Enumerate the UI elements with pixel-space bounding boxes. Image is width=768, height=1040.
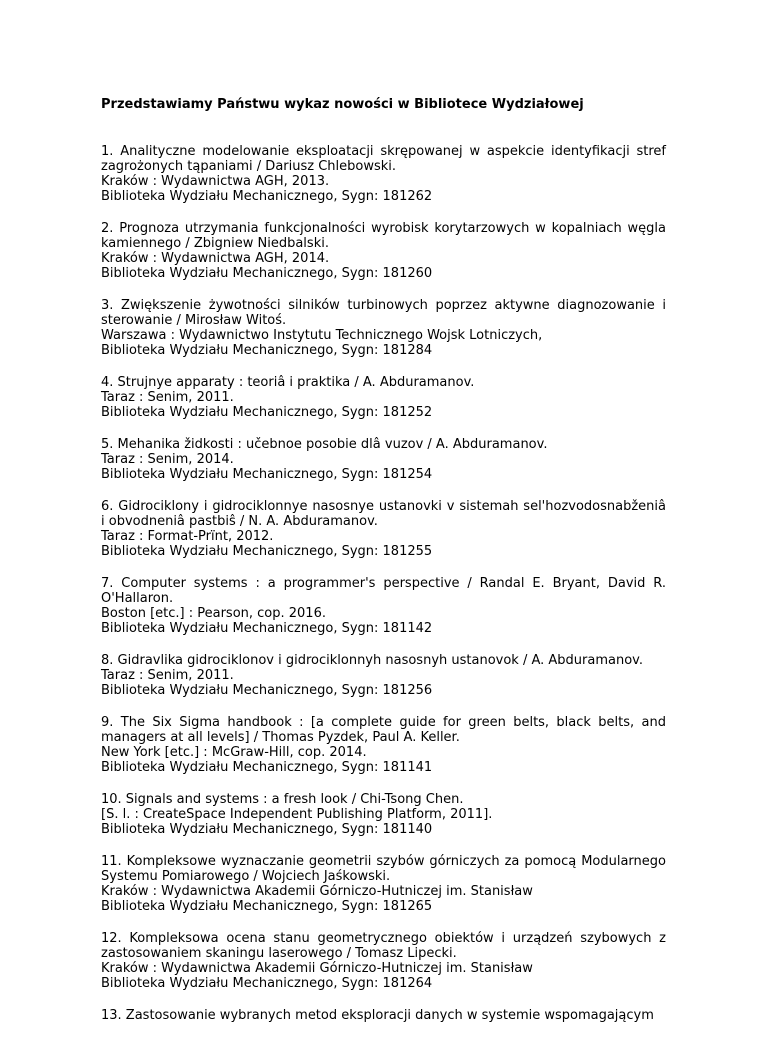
entry-publication: Taraz : Senim, 2014.	[101, 452, 234, 467]
entry-title: 7. Computer systems : a programmer's perspective / Randal E. Bryant, David R. O'Hallaron.	[101, 576, 666, 606]
list-item	[101, 298, 666, 358]
entry-publication: Kraków : Wydawnictwa Akademii Górniczo-Hutniczej im. Stanisław	[101, 961, 533, 976]
entry-location: Biblioteka Wydziału Mechanicznego, Sygn: 181265	[101, 899, 433, 914]
entry-title: 2. Prognoza utrzymania funkcjonalności wyrobisk korytarzowych w kopalniach węgla kamiennego / Zbigniew Niedbalski.	[101, 221, 666, 251]
entry-location: Biblioteka Wydziału Mechanicznego, Sygn: 181256	[101, 683, 433, 698]
entry-publication: [S. l. : CreateSpace Independent Publishing Platform, 2011].	[101, 807, 493, 822]
entry-location: Biblioteka Wydziału Mechanicznego, Sygn: 181252	[101, 405, 433, 420]
list-item	[101, 221, 666, 281]
list-item	[101, 499, 666, 559]
entry-title: 5. Mehanika židkosti : učebnoe posobie dlâ vuzov / A. Abduramanov.	[101, 437, 548, 452]
list-item	[101, 576, 666, 636]
entry-publication: Kraków : Wydawnictwa Akademii Górniczo-Hutniczej im. Stanisław	[101, 884, 533, 899]
entry-publication: Taraz : Senim, 2011.	[101, 668, 234, 683]
entry-publication: New York [etc.] : McGraw-Hill, cop. 2014.	[101, 745, 367, 760]
entry-title: 10. Signals and systems : a fresh look / Chi-Tsong Chen.	[101, 792, 464, 807]
entry-location: Biblioteka Wydziału Mechanicznego, Sygn: 181262	[101, 189, 433, 204]
entry-title: 9. The Six Sigma handbook : [a complete guide for green belts, black belts, and managers at all levels] / Thomas Pyzdek, Paul A. Keller.	[101, 715, 666, 745]
entry-location: Biblioteka Wydziału Mechanicznego, Sygn: 181260	[101, 266, 433, 281]
entry-location: Biblioteka Wydziału Mechanicznego, Sygn: 181264	[101, 976, 433, 991]
list-item	[101, 792, 666, 837]
entry-location: Biblioteka Wydziału Mechanicznego, Sygn: 181255	[101, 544, 433, 559]
list-item	[101, 715, 666, 775]
entry-publication: Kraków : Wydawnictwa AGH, 2013.	[101, 174, 330, 189]
entry-location: Biblioteka Wydziału Mechanicznego, Sygn: 181284	[101, 343, 433, 358]
list-item	[101, 437, 666, 482]
entry-location: Biblioteka Wydziału Mechanicznego, Sygn: 181140	[101, 822, 433, 837]
entry-location: Biblioteka Wydziału Mechanicznego, Sygn: 181254	[101, 467, 433, 482]
entry-title: 12. Kompleksowa ocena stanu geometrycznego obiektów i urządzeń szybowych z zastosowaniem skaningu laserowego / Tomasz Lipecki.	[101, 931, 666, 961]
page-heading: Przedstawiamy Państwu wykaz nowości w Bibliotece Wydziałowej	[101, 97, 584, 112]
entry-title: 13. Zastosowanie wybranych metod eksploracji danych w systemie wspomagającym	[101, 1008, 654, 1023]
entry-location: Biblioteka Wydziału Mechanicznego, Sygn: 181142	[101, 621, 433, 636]
entry-publication: Warszawa : Wydawnictwo Instytutu Technicznego Wojsk Lotniczych,	[101, 328, 543, 343]
list-item	[101, 1008, 666, 1023]
entry-publication: Kraków : Wydawnictwa AGH, 2014.	[101, 251, 330, 266]
entry-title: 4. Strujnye apparaty : teoriâ i praktika / A. Abduramanov.	[101, 375, 475, 390]
entry-title: 11. Kompleksowe wyznaczanie geometrii szybów górniczych za pomocą Modularnego Systemu Pomiarowego / Wojciech Jaśkowski.	[101, 854, 666, 884]
entry-title: 3. Zwiększenie żywotności silników turbinowych poprzez aktywne diagnozowanie i sterowanie / Mirosław Witoś.	[101, 298, 666, 328]
list-item	[101, 854, 666, 914]
entry-publication: Taraz : Format-Prïnt, 2012.	[101, 529, 274, 544]
entry-publication: Taraz : Senim, 2011.	[101, 390, 234, 405]
list-item	[101, 653, 666, 698]
entry-title: 1. Analityczne modelowanie eksploatacji skrępowanej w aspekcie identyfikacji stref zagrożonych tąpaniami / Dariusz Chlebowski.	[101, 144, 666, 174]
document-page	[101, 97, 666, 1040]
entry-publication: Boston [etc.] : Pearson, cop. 2016.	[101, 606, 326, 621]
list-item	[101, 144, 666, 204]
entry-title: 6. Gidrociklony i gidrociklonnye nasosnye ustanovki v sistemah sel'hozvodosnabženiâ i obvodneniâ pastbiŝ / N. A. Abduramanov.	[101, 499, 666, 529]
entry-location: Biblioteka Wydziału Mechanicznego, Sygn: 181141	[101, 760, 433, 775]
list-item	[101, 375, 666, 420]
list-item	[101, 931, 666, 991]
entry-title: 8. Gidravlika gidrociklonov i gidrociklonnyh nasosnyh ustanovok / A. Abduramanov.	[101, 653, 643, 668]
